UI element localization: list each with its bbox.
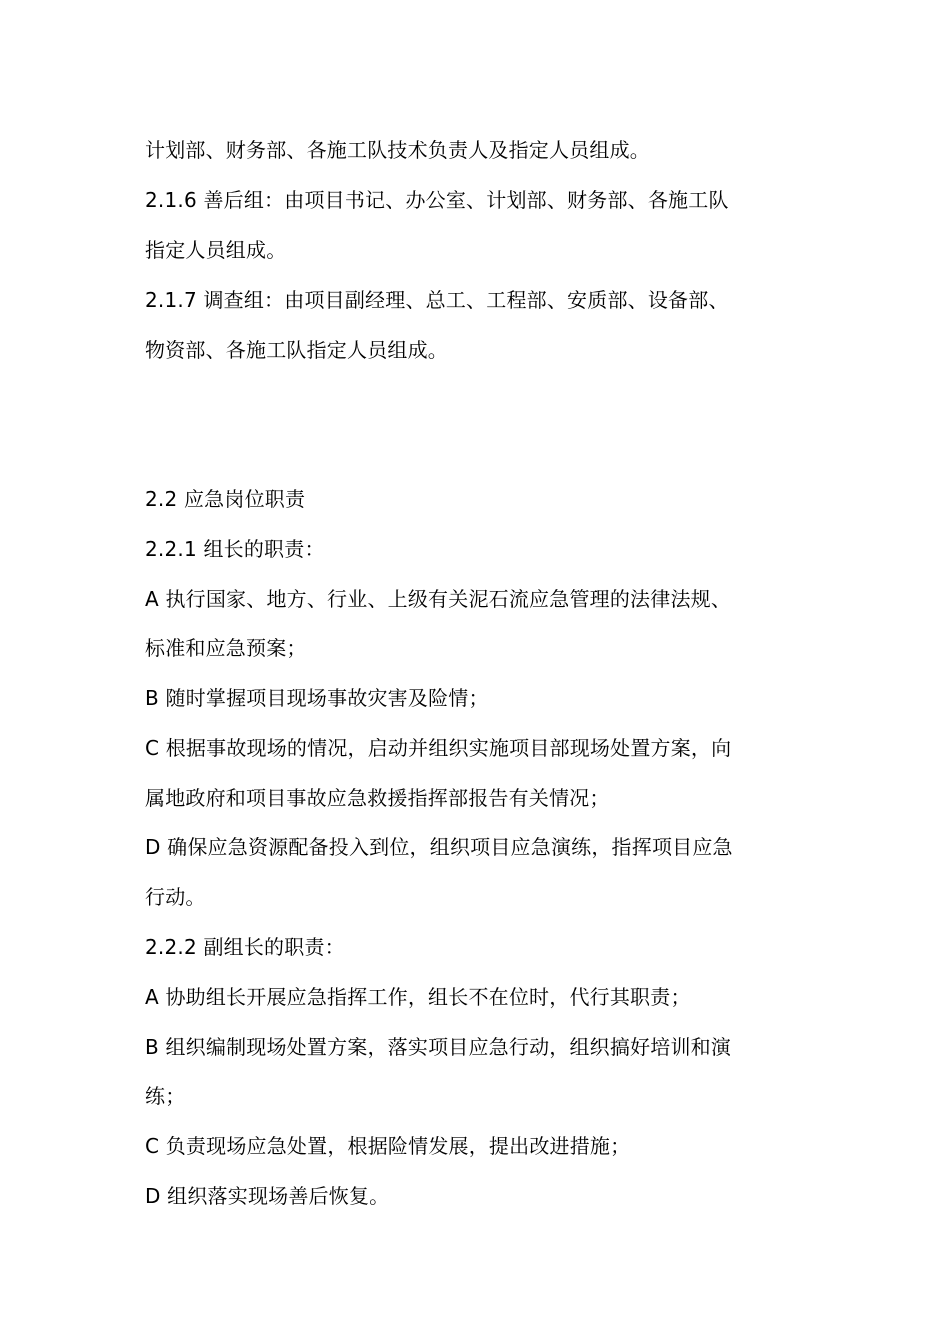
text-line: 标准和应急预案； (145, 636, 307, 660)
section-heading-2-2: 2.2 应急岗位职责 (145, 487, 306, 511)
text-line: 行动。 (145, 885, 206, 909)
text-line: 计划部、财务部、各施工队技术负责人及指定人员组成。 (145, 138, 650, 162)
list-item-c: C 负责现场应急处置，根据险情发展，提出改进措施； (145, 1134, 631, 1158)
list-item-d: D 组织落实现场善后恢复。 (145, 1184, 390, 1208)
list-item-b: B 组织编制现场处置方案，落实项目应急行动，组织搞好培训和演 (145, 1035, 732, 1059)
text-line: 物资部、各施工队指定人员组成。 (145, 338, 448, 362)
text-line: 属地政府和项目事故应急救援指挥部报告有关情况； (145, 786, 610, 810)
list-item-a: A 协助组长开展应急指挥工作，组长不在位时，代行其职责； (145, 985, 691, 1009)
list-item-b: B 随时掌握项目现场事故灾害及险情； (145, 686, 489, 710)
section-2-2-2: 2.2.2 副组长的职责： (145, 935, 345, 959)
list-item-a: A 执行国家、地方、行业、上级有关泥石流应急管理的法律法规、 (145, 587, 732, 611)
list-item-d: D 确保应急资源配备投入到位，组织项目应急演练，指挥项目应急 (145, 835, 733, 859)
section-2-2-1: 2.2.1 组长的职责： (145, 537, 325, 561)
section-2-1-6: 2.1.6 善后组：由项目书记、办公室、计划部、财务部、各施工队 (145, 188, 729, 212)
list-item-c: C 根据事故现场的情况，启动并组织实施项目部现场处置方案，向 (145, 736, 732, 760)
section-2-1-7: 2.1.7 调查组：由项目副经理、总工、工程部、安质部、设备部、 (145, 288, 729, 312)
text-line: 练； (145, 1084, 186, 1108)
text-line: 指定人员组成。 (145, 238, 287, 262)
